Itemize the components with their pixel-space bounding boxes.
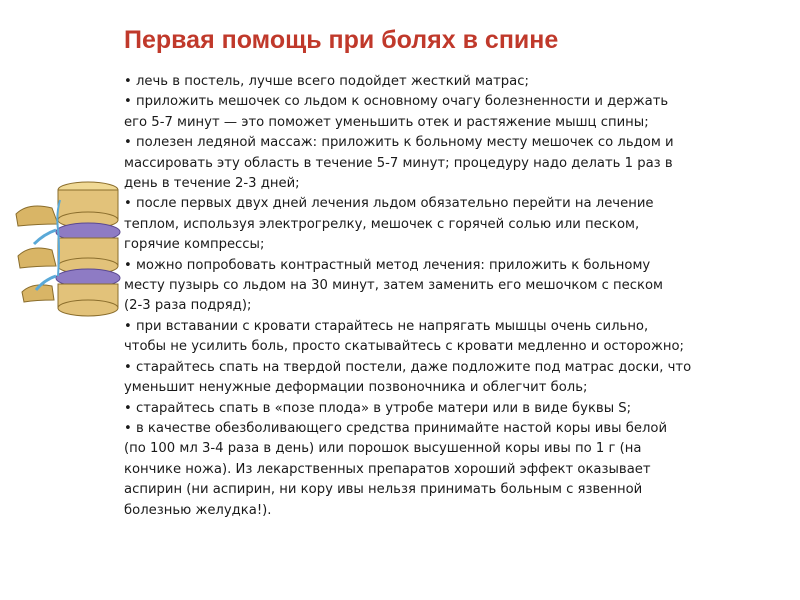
list-item: • можно попробовать контрастный метод лечения: приложить к больному xyxy=(124,257,651,273)
list-item: его 5-7 минут — это поможет уменьшить отек и растяжение мышц спины; xyxy=(124,114,649,130)
list-item: • старайтесь спать в «позе плода» в утробе матери или в виде буквы S; xyxy=(124,400,632,416)
list-item: • приложить мешочек со льдом к основному очагу болезненности и держать xyxy=(124,94,669,110)
list-item: • при вставании с кровати старайтесь не напрягать мышцы очень сильно, xyxy=(124,318,649,334)
list-item: (по 100 мл 3-4 раза в день) или порошок высушенной коры ивы по 1 г (на xyxy=(124,441,642,457)
spine-icon xyxy=(8,180,128,320)
list-item: • старайтесь спать на твердой постели, даже подложите под матрас доски, что xyxy=(124,359,692,375)
list-item: массировать эту область в течение 5-7 минут; процедуру надо делать 1 раз в xyxy=(124,155,673,171)
list-item: уменьшит ненужные деформации позвоночника и облегчит боль; xyxy=(124,380,588,396)
list-item: • полезен ледяной массаж: приложить к больному месту мешочек со льдом и xyxy=(124,135,674,151)
list-item: • после первых двух дней лечения льдом обязательно перейти на лечение xyxy=(124,196,654,212)
list-item: болезнью желудка!). xyxy=(124,502,272,518)
list-item: аспирин (ни аспирин, ни кору ивы нельзя принимать больным с язвенной xyxy=(124,482,643,498)
list-item: • в качестве обезболивающего средства принимайте настой коры ивы белой xyxy=(124,420,668,436)
list-item: месту пузырь со льдом на 30 минут, затем заменить его мешочком с песком xyxy=(124,278,663,294)
list-item: • лечь в постель, лучше всего подойдет жесткий матрас; xyxy=(124,74,529,89)
list-item: кончике ножа). Из лекарственных препаратов хороший эффект оказывает xyxy=(124,461,651,477)
list-item: день в течение 2-3 дней; xyxy=(124,176,300,192)
list-item: горячие компрессы; xyxy=(124,237,265,253)
list-item: чтобы не усилить боль, просто скатывайтесь с кровати медленно и осторожно; xyxy=(124,339,684,355)
slide-title: Первая помощь при болях в спине xyxy=(124,26,559,54)
advice-list xyxy=(124,72,784,521)
list-item: теплом, используя электрогрелку, мешочек с горячей солью или песком, xyxy=(124,216,640,232)
list-item: (2-3 раза подряд); xyxy=(124,298,252,314)
